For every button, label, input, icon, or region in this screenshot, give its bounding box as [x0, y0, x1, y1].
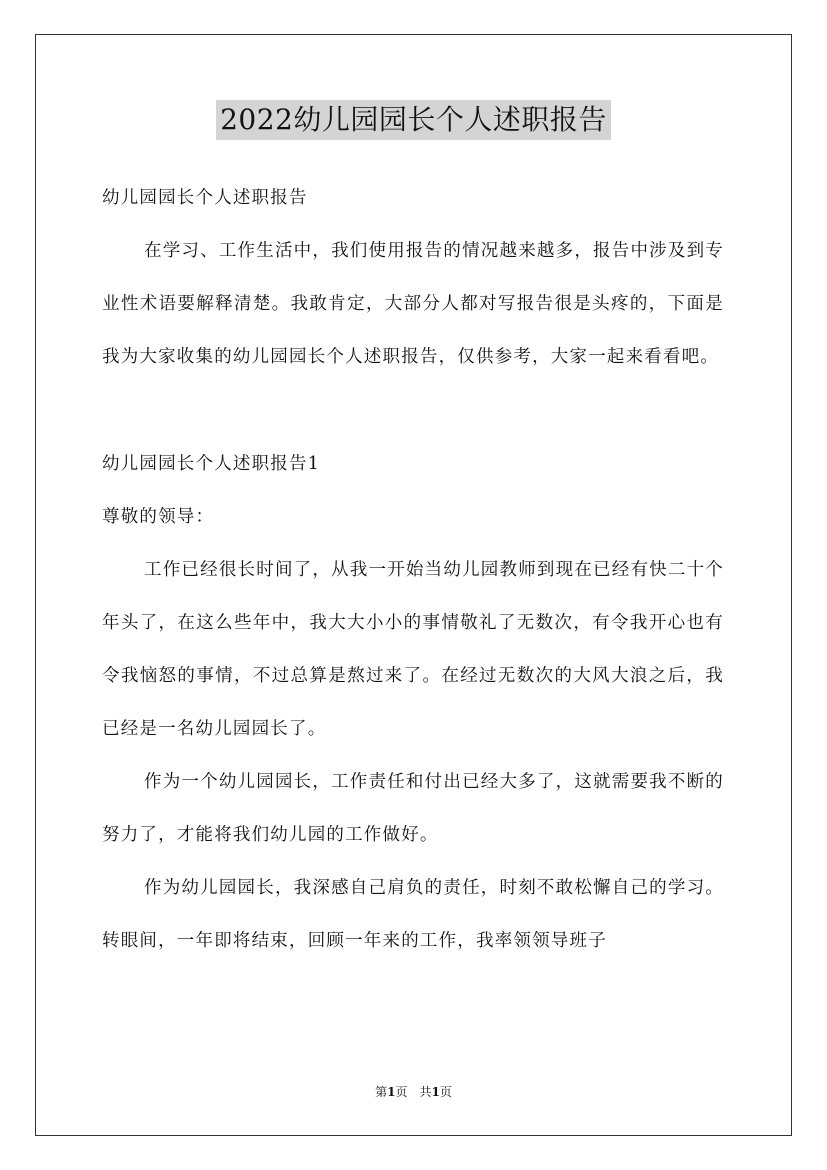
section-spacer — [102, 384, 724, 438]
body-paragraph: 工作已经很长时间了，从我一开始当幼儿园教师到现在已经有快二十个年头了，在这么些年中，我大大小小的事情敬礼了无数次，有令我开心也有令我恼怒的事情，不过总算是熬过来了。在经过无数次的大风大浪之后，我已经是一名幼儿园园长了。 — [102, 560, 724, 739]
intro-paragraph: 在学习、工作生活中，我们使用报告的情况越来越多，报告中涉及到专业性术语要解释清楚。我敢肯定，大部分人都对写报告很是头疼的，下面是我为大家收集的幼儿园园长个人述职报告，仅供参考，大家一起来看看吧。 — [102, 241, 724, 367]
title-container — [0, 100, 827, 140]
page-total: 1 — [431, 1085, 440, 1099]
page-prefix: 第 — [375, 1085, 388, 1099]
section-heading: 幼儿园园长个人述职报告1 — [102, 454, 321, 474]
document-title: 2022幼儿园园长个人述职报告 — [216, 100, 611, 140]
total-suffix: 页 — [439, 1085, 452, 1099]
document-subtitle: 幼儿园园长个人述职报告 — [102, 188, 308, 208]
salutation: 尊敬的领导： — [102, 507, 215, 527]
page-footer — [0, 1084, 827, 1100]
total-prefix: 共 — [419, 1085, 432, 1099]
body-paragraph: 作为幼儿园园长，我深感自己肩负的责任，时刻不敢松懈自己的学习。转眼间，一年即将结束，回顾一年来的工作，我率领领导班子 — [102, 878, 724, 951]
page-suffix: 页 — [395, 1085, 408, 1099]
page-current: 1 — [387, 1085, 396, 1099]
body-paragraph: 作为一个幼儿园园长，工作责任和付出已经大多了，这就需要我不断的努力了，才能将我们幼儿园的工作做好。 — [102, 772, 724, 845]
document-body — [102, 172, 724, 968]
